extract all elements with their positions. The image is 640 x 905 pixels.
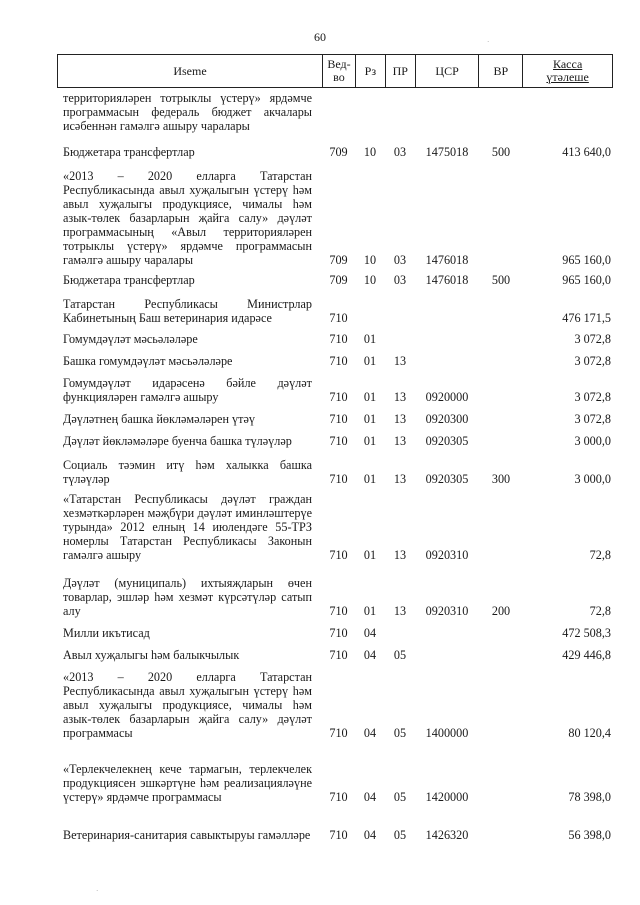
- row-vr: 500: [491, 273, 511, 287]
- row-rz: 10: [363, 253, 377, 267]
- row-rz: 01: [363, 472, 377, 486]
- table-row: [57, 486, 613, 562]
- row-rz: 01: [363, 354, 377, 368]
- row-ved: 710: [329, 626, 348, 640]
- table-body: [57, 89, 613, 842]
- row-rz: 01: [363, 604, 377, 618]
- row-rz: 04: [363, 726, 377, 740]
- row-ved: 710: [329, 472, 348, 486]
- row-ved: 710: [329, 434, 348, 448]
- row-name: Дәүләтнең башка йөкләмәләрен үтәү: [63, 412, 255, 426]
- row-name: «Терлекчелекнең кече тармагын, терлекчелек продукциясен эшкәртүне һәм реализацияләүне үстерү» ярдәмче программасы: [63, 762, 312, 804]
- table-row: [57, 740, 613, 804]
- table-row: [57, 287, 613, 325]
- row-rz: 04: [363, 648, 377, 662]
- table-row: [57, 426, 613, 448]
- row-csr: 1400000: [425, 726, 469, 740]
- row-ved: 710: [329, 332, 348, 346]
- row-ved: 710: [329, 828, 348, 842]
- row-name: «Татарстан Республикасы дәүләт граждан хезмәткәрләрен мәҗбүри дәүләт иминләштерүе турында» 2012 елның 14 июлендәге 55-ТРЗ номерлы Татарстан Республикасы Законын гамәлгә ашыру: [63, 492, 312, 562]
- row-vr: 500: [491, 145, 511, 159]
- row-pr: 13: [393, 412, 407, 426]
- row-sum: 429 446,8: [562, 648, 611, 662]
- row-sum: 413 640,0: [562, 145, 611, 159]
- row-csr: 0920310: [425, 548, 469, 562]
- row-csr: 0920305: [425, 434, 469, 448]
- row-sum: 3 072,8: [574, 354, 611, 368]
- table-row: [57, 267, 613, 287]
- table-row: [57, 346, 613, 368]
- header-csr: ЦСР: [415, 55, 479, 87]
- row-sum: 3 072,8: [574, 390, 611, 404]
- header-pr: ПР: [385, 55, 415, 87]
- row-pr: 13: [393, 434, 407, 448]
- table-row: [57, 404, 613, 426]
- row-csr: 0920310: [425, 604, 469, 618]
- row-pr: 13: [393, 604, 407, 618]
- header-sum-label: Касса үтәлеше: [546, 57, 589, 84]
- row-sum: 80 120,4: [568, 726, 611, 740]
- row-name: «2013 – 2020 елларга Татарстан Республикасында авыл хуҗалыгын үстерү һәм авыл хуҗалыгы продукциясе, чималы һәм азык-төлек базарларын җайга салу» дәүләт программасы: [63, 670, 312, 740]
- row-sum: 476 171,5: [562, 311, 611, 325]
- row-vr: 200: [491, 604, 511, 618]
- row-ved: 710: [329, 390, 348, 404]
- table-row: [57, 89, 613, 133]
- row-pr: 03: [393, 145, 407, 159]
- header-name: Иseme: [173, 63, 207, 78]
- row-name: Бюджетара трансфертлар: [63, 145, 195, 159]
- row-name: Дәүләт (муниципаль) ихтыяҗларын өчен товарлар, эшләр һәм хезмәт күрсәтүләр сатып алу: [63, 576, 312, 618]
- row-rz: 01: [363, 434, 377, 448]
- row-sum: 965 160,0: [562, 273, 611, 287]
- row-pr: 03: [393, 253, 407, 267]
- row-pr: 13: [393, 472, 407, 486]
- row-rz: 01: [363, 412, 377, 426]
- row-ved: 710: [329, 548, 348, 562]
- row-csr: 1476018: [425, 253, 469, 267]
- row-name: «2013 – 2020 елларга Татарстан Республикасында авыл хуҗалыгын үстерү һәм авыл хуҗалыгы продукциясе, чималы һәм азык-төлек базарларын җайга салу» дәүләт программасының «Авыл территорияләрен тотрыклы үстерү» ярдәмче программасын гамәлгә ашыру чаралары: [63, 169, 312, 267]
- row-sum: 3 072,8: [574, 412, 611, 426]
- row-rz: 01: [363, 332, 377, 346]
- scan-speck: ·: [96, 887, 99, 895]
- row-csr: 1475018: [425, 145, 469, 159]
- row-name: Социаль тәэмин итү һәм халыкка башка түләүләр: [63, 458, 312, 486]
- row-rz: 10: [363, 145, 377, 159]
- table-row: [57, 640, 613, 662]
- row-csr: 0920300: [425, 412, 469, 426]
- row-pr: 05: [393, 648, 407, 662]
- row-csr: 1426320: [425, 828, 469, 842]
- row-rz: 10: [363, 273, 377, 287]
- header-rz: Рз: [355, 55, 385, 87]
- table-row: [57, 159, 613, 267]
- row-ved: 710: [329, 311, 348, 325]
- table-row: [57, 448, 613, 486]
- row-sum: 56 398,0: [568, 828, 611, 842]
- row-ved: 710: [329, 354, 348, 368]
- row-name: Дәүләт йөкләмәләре буенча башка түләүләр: [63, 434, 292, 448]
- row-csr: 1420000: [425, 790, 469, 804]
- row-csr: 0920000: [425, 390, 469, 404]
- row-sum: 3 072,8: [574, 332, 611, 346]
- table-row: [57, 618, 613, 640]
- row-name: Татарстан Республикасы Министрлар Кабинетының Баш ветеринария идарәсе: [63, 297, 312, 325]
- row-ved: 710: [329, 412, 348, 426]
- table-row: [57, 662, 613, 740]
- header-vr: ВР: [478, 55, 522, 87]
- row-pr: 05: [393, 790, 407, 804]
- header-ved: [322, 55, 355, 87]
- row-pr: 13: [393, 354, 407, 368]
- scan-speck: ·: [487, 38, 490, 46]
- row-pr: 03: [393, 273, 407, 287]
- row-vr: 300: [491, 472, 511, 486]
- row-pr: 13: [393, 548, 407, 562]
- table-row: [57, 804, 613, 842]
- row-name: Авыл хуҗалыгы һәм балыкчылык: [63, 648, 240, 662]
- row-pr: 05: [393, 828, 407, 842]
- table-row: [57, 133, 613, 159]
- row-ved: 709: [329, 145, 348, 159]
- row-pr: 13: [393, 390, 407, 404]
- row-ved: 710: [329, 648, 348, 662]
- row-sum: 72,8: [589, 548, 611, 562]
- row-ved: 710: [329, 726, 348, 740]
- row-rz: 01: [363, 548, 377, 562]
- row-name: Гомумдәүләт мәсьәләләре: [63, 332, 198, 346]
- row-name: Ветеринария-санитария савыктыруы гамәлләре: [63, 828, 311, 842]
- header-ved-label: Вед-во: [327, 57, 351, 84]
- row-sum: 472 508,3: [562, 626, 611, 640]
- row-name: Башка гомумдәүләт мәсьәләләре: [63, 354, 233, 368]
- header-sum: [522, 55, 612, 87]
- row-ved: 710: [329, 604, 348, 618]
- row-ved: 709: [329, 253, 348, 267]
- row-rz: 04: [363, 790, 377, 804]
- row-name: Гомумдәүләт идарәсенә бәйле дәүләт функцияләрен гамәлгә ашыру: [63, 376, 312, 404]
- row-pr: 05: [393, 726, 407, 740]
- row-sum: 78 398,0: [568, 790, 611, 804]
- row-rz: 01: [363, 390, 377, 404]
- table-row: [57, 368, 613, 404]
- table-row: [57, 325, 613, 346]
- page-number: 60: [314, 30, 326, 44]
- row-ved: 709: [329, 273, 348, 287]
- row-csr: 1476018: [425, 273, 469, 287]
- row-sum: 72,8: [589, 604, 611, 618]
- row-sum: 3 000,0: [574, 472, 611, 486]
- row-sum: 3 000,0: [574, 434, 611, 448]
- table-header: [57, 54, 613, 88]
- table-row: [57, 562, 613, 618]
- row-ved: 710: [329, 790, 348, 804]
- row-name: Милли икътисад: [63, 626, 150, 640]
- row-name: территорияләрен тотрыклы үстерү» ярдәмче программасын федераль бюджет акчалары исәбеннән гамәлгә ашыру чаралары: [63, 91, 312, 133]
- row-sum: 965 160,0: [562, 253, 611, 267]
- row-rz: 04: [363, 828, 377, 842]
- row-name: Бюджетара трансфертлар: [63, 273, 195, 287]
- row-csr: 0920305: [425, 472, 469, 486]
- row-rz: 04: [363, 626, 377, 640]
